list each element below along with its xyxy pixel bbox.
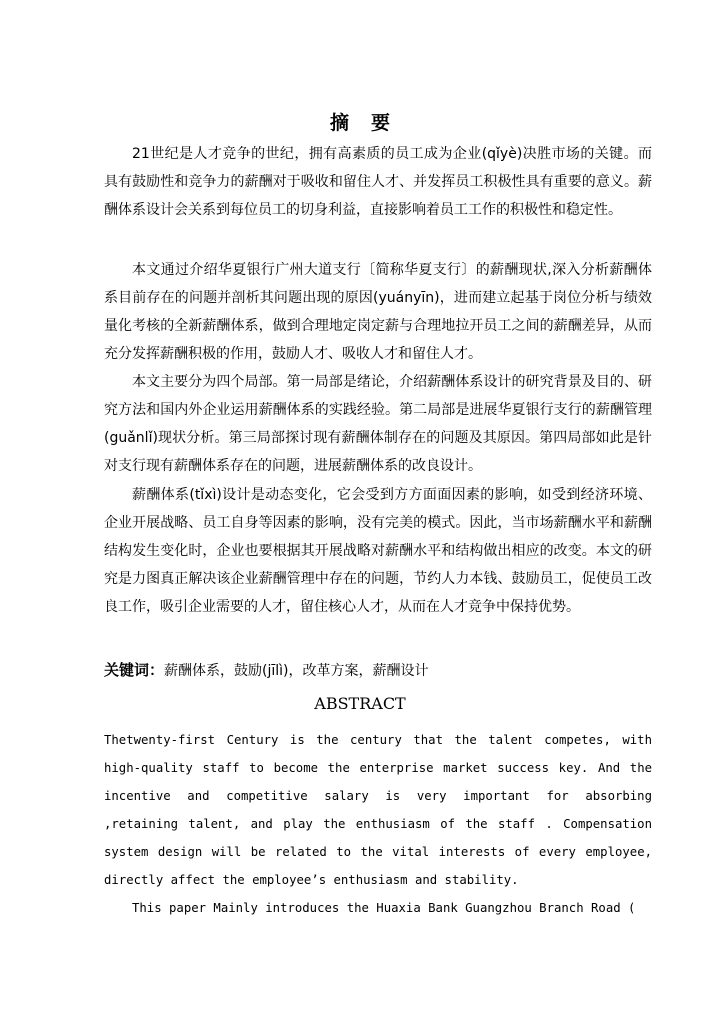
abstract-cn-paragraph-4: 薪酬体系(tǐxì)设计是动态变化，它会受到方方面面因素的影响，如受到经济环境、企业开展战略、员工自身等因素的影响，没有完美的模式。因此，当市场薪酬水平和薪酬结构发生变化时，企业也要根据其开展战略对薪酬水平和结构做出相应的改变。本文的研究是力图真正解决该企业薪酬管理中存在的问题，节约人力本钱、鼓励员工，促使员工改良工作，吸引企业需要的人才，留住核心人才，从而在人才竞争中保持优势。: [104, 487, 652, 615]
abstract-en-paragraph-1: Thetwenty-first Century is the century that the talent competes, with high-quality staff to become the enterprise market success key. And the incentive and competitive salary is very important for absorbing ,retaining talent, and play the enthusiasm of the staff . Compensation system design will be related to the vital interests of every employee, directly affect the employee’s enthusiasm and stability.: [104, 733, 652, 887]
keywords-label: 关键词：: [104, 661, 165, 679]
keywords-line: [104, 656, 664, 685]
abstract-cn-paragraph-2: 本文通过介绍华夏银行广州大道支行〔简称华夏支行〕的薪酬现状,深入分析薪酬体系目前存在的问题并剖析其问题出现的原因(yuányīn)，进而建立起基于岗位分析与绩效量化考核的全新薪酬体系，做到合理地定岗定薪与合理地拉开员工之间的薪酬差异，从而充分发挥薪酬积极的作用，鼓励人才、吸收人才和留住人才。: [104, 262, 652, 362]
abstract-en-paragraph-2: This paper Mainly introduces the Huaxia Bank Guangzhou Branch Road (: [132, 901, 636, 915]
abstract-cn-title-char-1: 摘: [329, 112, 349, 134]
abstract-cn-title-char-2: 要: [371, 112, 391, 134]
abstract-cn-paragraph-1: 21世纪是人才竞争的世纪，拥有高素质的员工成为企业(qǐyè)决胜市场的关键。而具有鼓励性和竞争力的薪酬对于吸收和留住人才、并发挥员工积极性具有重要的意义。薪酬体系设计会关系到每位员工的切身利益，直接影响着员工工作的积极性和稳定性。: [104, 146, 652, 218]
abstract-cn-paragraph-3: 本文主要分为四个局部。第一局部是绪论，介绍薪酬体系设计的研究背景及目的、研究方法和国内外企业运用薪酬体系的实践经验。第二局部是进展华夏银行支行的薪酬管理(guǎnlǐ)现状分析。第三局部探讨现有薪酬体制存在的问题及其原因。第四局部如此是针对支行现有薪酬体系存在的问题，进展薪酬体系的改良设计。: [104, 374, 652, 474]
abstract-en-body: [104, 726, 652, 922]
abstract-cn-body-3: [104, 368, 652, 480]
abstract-cn-body-4: [104, 481, 652, 621]
abstract-cn-title: [0, 108, 720, 135]
abstract-cn-body-2: [104, 256, 652, 368]
keywords-text: 薪酬体系，鼓励(jīlì)，改革方案，薪酬设计: [164, 663, 429, 679]
abstract-cn-body: [104, 140, 652, 224]
abstract-en-title: ABSTRACT: [314, 694, 406, 713]
